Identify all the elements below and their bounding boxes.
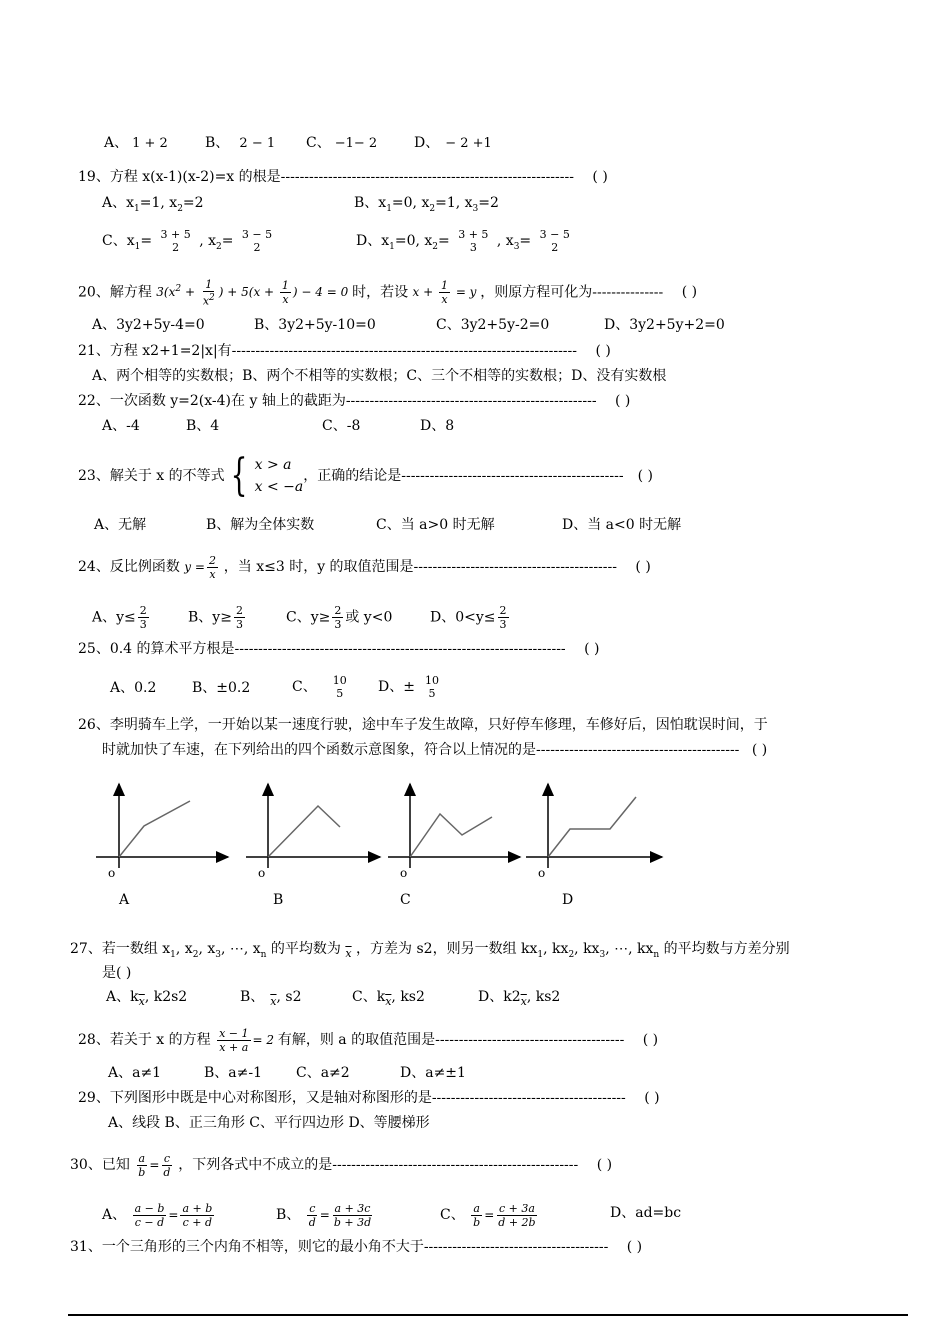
q20-substitution: x + $\frac{1}{x}$ = y bbox=[412, 279, 477, 307]
graph-d-label: D bbox=[562, 892, 574, 908]
q31-stem: 31、一个三角形的三个内角不相等，则它的最小角不大于--------------------------------------- ( ) bbox=[70, 1239, 643, 1255]
footer-rule bbox=[68, 1314, 908, 1316]
graph-d-origin: o bbox=[538, 866, 546, 880]
q30-option-b: B、 $\frac{c}{d}$ = $\frac{a + 3c}{b + 3d}$ bbox=[276, 1202, 372, 1229]
answer-paren: ( ) bbox=[637, 468, 653, 484]
inequality-system: { x > a x < −a bbox=[230, 450, 304, 501]
answer-paren: ( ) bbox=[596, 1157, 613, 1173]
q26-graphs bbox=[0, 770, 950, 920]
q24-stem: 24、反比例函数 y = $\frac{2}{x}$ ，当 x≤3 时，y 的取值范围是------------------------------------------- ( ) bbox=[78, 554, 651, 581]
q27-line2: 是( ) bbox=[102, 965, 132, 981]
q21-stem: 21、方程 x2+1=2|x|有------------------------------------------------------------------------- ( ) bbox=[78, 343, 611, 359]
q29-options: A、线段 B、正三角形 C、平行四边形 D、等腰梯形 bbox=[108, 1115, 430, 1131]
graph-c-label: C bbox=[400, 892, 411, 908]
q25-option-b: B、±0.2 bbox=[192, 680, 251, 696]
graph-b bbox=[246, 784, 380, 908]
q20-equation: $3(x^2$ + $\frac{1}{x^2}$ ) + 5(x + $\frac{1}{x}$ ) − 4 = 0 bbox=[156, 278, 349, 308]
q22-option-d: D、8 bbox=[420, 418, 455, 434]
q20-option-d: D、3y2+5y+2=0 bbox=[604, 317, 725, 333]
q24-option-c: C、y≥ $\frac{2}{3}$ 或 y<0 bbox=[286, 604, 393, 631]
graph-a-label: A bbox=[119, 892, 130, 908]
graph-c bbox=[388, 784, 520, 908]
q28-option-b: B、a≠-1 bbox=[204, 1065, 263, 1081]
answer-paren: ( ) bbox=[592, 169, 608, 185]
graph-b-label: B bbox=[273, 892, 284, 908]
q22-stem: 22、一次函数 y=2(x-4)在 y 轴上的截距为----------------------------------------------------- ( ) bbox=[78, 393, 631, 409]
answer-paren: ( ) bbox=[626, 1239, 643, 1255]
q30-stem: 30、已知 $\frac{a}{b}$ = $\frac{c}{d}$ ，下列各式中不成立的是---------------------------------------------------- ( ) bbox=[70, 1152, 613, 1179]
q24-option-d: D、0<y≤ $\frac{2}{3}$ bbox=[430, 604, 507, 631]
answer-paren: ( ) bbox=[642, 1032, 659, 1048]
q28-option-c: C、a≠2 bbox=[296, 1065, 350, 1081]
answer-paren: ( ) bbox=[751, 742, 768, 758]
q22-option-b: B、4 bbox=[186, 418, 220, 434]
q23-stem: 23、解关于 x 的不等式 { x > a x < −a ，正确的结论是----------------------------------------------- ( ) bbox=[78, 450, 653, 501]
q22-option-c: C、-8 bbox=[322, 418, 361, 434]
graph-a-origin: o bbox=[108, 866, 116, 880]
q29-stem: 29、下列图形中既是中心对称图形，又是轴对称图形的是----------------------------------------- ( ) bbox=[78, 1090, 660, 1106]
q27-option-b: B、 $_{\overline{x}}$, s2 bbox=[240, 989, 302, 1008]
graph-d bbox=[526, 784, 662, 908]
q20-stem: 20、解方程 $3(x^2$ + $\frac{1}{x^2}$ ) + 5(x + $\frac{1}{x}$ ) − 4 = 0 时，若设 x + $\frac{1}{x}$ = y ，则原方程可化为--------------- ( ) bbox=[78, 278, 698, 308]
answer-paren: ( ) bbox=[584, 641, 600, 657]
answer-paren: ( ) bbox=[635, 559, 651, 575]
q25-option-c: C、 10 5 bbox=[292, 674, 347, 700]
q19-option-b: B、$x_1=0$, $x_2=1$, $x_3=2$ bbox=[354, 195, 499, 214]
q19-option-c: C、$x_1=$ 3 + 5 2 , $x_2=$ 3 − 5 2 bbox=[102, 228, 273, 254]
q23-option-c: C、当 a>0 时无解 bbox=[376, 517, 495, 533]
q20-option-c: C、3y2+5y-2=0 bbox=[436, 317, 550, 333]
q30-option-d: D、ad=bc bbox=[610, 1205, 682, 1221]
q27-option-a: A、$k_{\overline{x}}$, k2s2 bbox=[106, 989, 188, 1008]
q24-function: y = $\frac{2}{x}$ bbox=[184, 554, 216, 581]
q23-option-b: B、解为全体实数 bbox=[206, 517, 315, 533]
answer-paren: ( ) bbox=[681, 284, 698, 301]
q27-option-c: C、$k_{\overline{x}}$, ks2 bbox=[352, 989, 425, 1008]
q23-option-d: D、当 a<0 时无解 bbox=[562, 517, 682, 533]
q28-option-a: A、a≠1 bbox=[108, 1065, 162, 1081]
q30-given: $\frac{a}{b}$ = $\frac{c}{d}$ bbox=[138, 1152, 171, 1179]
q19-option-d: D、$x_1=0$, $x_2=$ 3 + 5 3 , $x_3=$ 3 − 5 2 bbox=[356, 228, 570, 254]
q30-option-a: A、 $\frac{a - b}{c - d}$ = $\frac{a + b}{c + d}$ bbox=[102, 1202, 213, 1229]
q18-option-a: A、 1 + 2 bbox=[104, 135, 168, 151]
q23-option-a: A、无解 bbox=[94, 517, 147, 533]
q28-equation: $\frac{x - 1}{x + a}$ = 2 bbox=[219, 1027, 275, 1054]
q25-option-d: D、± 10 5 bbox=[378, 674, 439, 700]
q24-option-b: B、y≥ $\frac{2}{3}$ bbox=[188, 604, 243, 631]
q19-option-a: A、$x_1=1$, $x_2=2$ bbox=[102, 195, 204, 214]
q25-option-a: A、0.2 bbox=[110, 680, 157, 696]
q26-line1: 26、李明骑车上学，一开始以某一速度行驶，途中车子发生故障，只好停车修理，车修好后，因怕耽误时间，于 bbox=[78, 717, 768, 733]
q26-line2: 时就加快了车速，在下列给出的四个函数示意图象，符合以上情况的是------------------------------------------- ( ) bbox=[102, 742, 768, 758]
q20-option-a: A、3y2+5y-4=0 bbox=[92, 317, 205, 333]
q18-option-b: B、 2 − 1 bbox=[205, 135, 276, 151]
mean-symbol: x bbox=[345, 946, 352, 960]
q18-option-c: C、 −1− 2 bbox=[306, 135, 378, 151]
answer-paren: ( ) bbox=[615, 393, 631, 409]
graph-c-origin: o bbox=[400, 866, 408, 880]
q27-option-d: D、$k2_{\overline{x}}$, ks2 bbox=[478, 989, 561, 1008]
q24-option-a: A、y≤ $\frac{2}{3}$ bbox=[92, 604, 147, 631]
answer-paren: ( ) bbox=[595, 343, 611, 359]
q25-stem: 25、0.4 的算术平方根是---------------------------------------------------------------------- ( ) bbox=[78, 641, 600, 657]
q22-option-a: A、-4 bbox=[102, 418, 140, 434]
q19-stem: 19、方程 x(x-1)(x-2)=x 的根是-------------------------------------------------------------- ( ) bbox=[78, 169, 608, 185]
q18-option-d: D、 − 2 +1 bbox=[414, 135, 492, 151]
q28-stem: 28、若关于 x 的方程 $\frac{x - 1}{x + a}$ = 2 有解，则 a 的取值范围是---------------------------------------- ( ) bbox=[78, 1027, 659, 1054]
q30-option-c: C、 $\frac{a}{b}$ = $\frac{c + 3a}{d + 2b}$ bbox=[440, 1202, 536, 1229]
graph-a bbox=[96, 784, 228, 908]
q20-option-b: B、3y2+5y-10=0 bbox=[254, 317, 376, 333]
q28-option-d: D、a≠±1 bbox=[400, 1065, 466, 1081]
answer-paren: ( ) bbox=[644, 1090, 660, 1106]
graph-b-origin: o bbox=[258, 866, 266, 880]
q27-stem: 27、若一数组 $x_1$, $x_2$, $x_3$, ⋯, $x_n$ 的平均数为 $_{\overline{x}}$ ，方差为 s2，则另一数组 $kx_1$, $kx_2$, $kx_3$, ⋯, $kx_n$ 的平均数与方差分别 bbox=[70, 941, 790, 960]
q21-options: A、两个相等的实数根；B、两个不相等的实数根；C、三个不相等的实数根；D、没有实数根 bbox=[92, 368, 667, 384]
